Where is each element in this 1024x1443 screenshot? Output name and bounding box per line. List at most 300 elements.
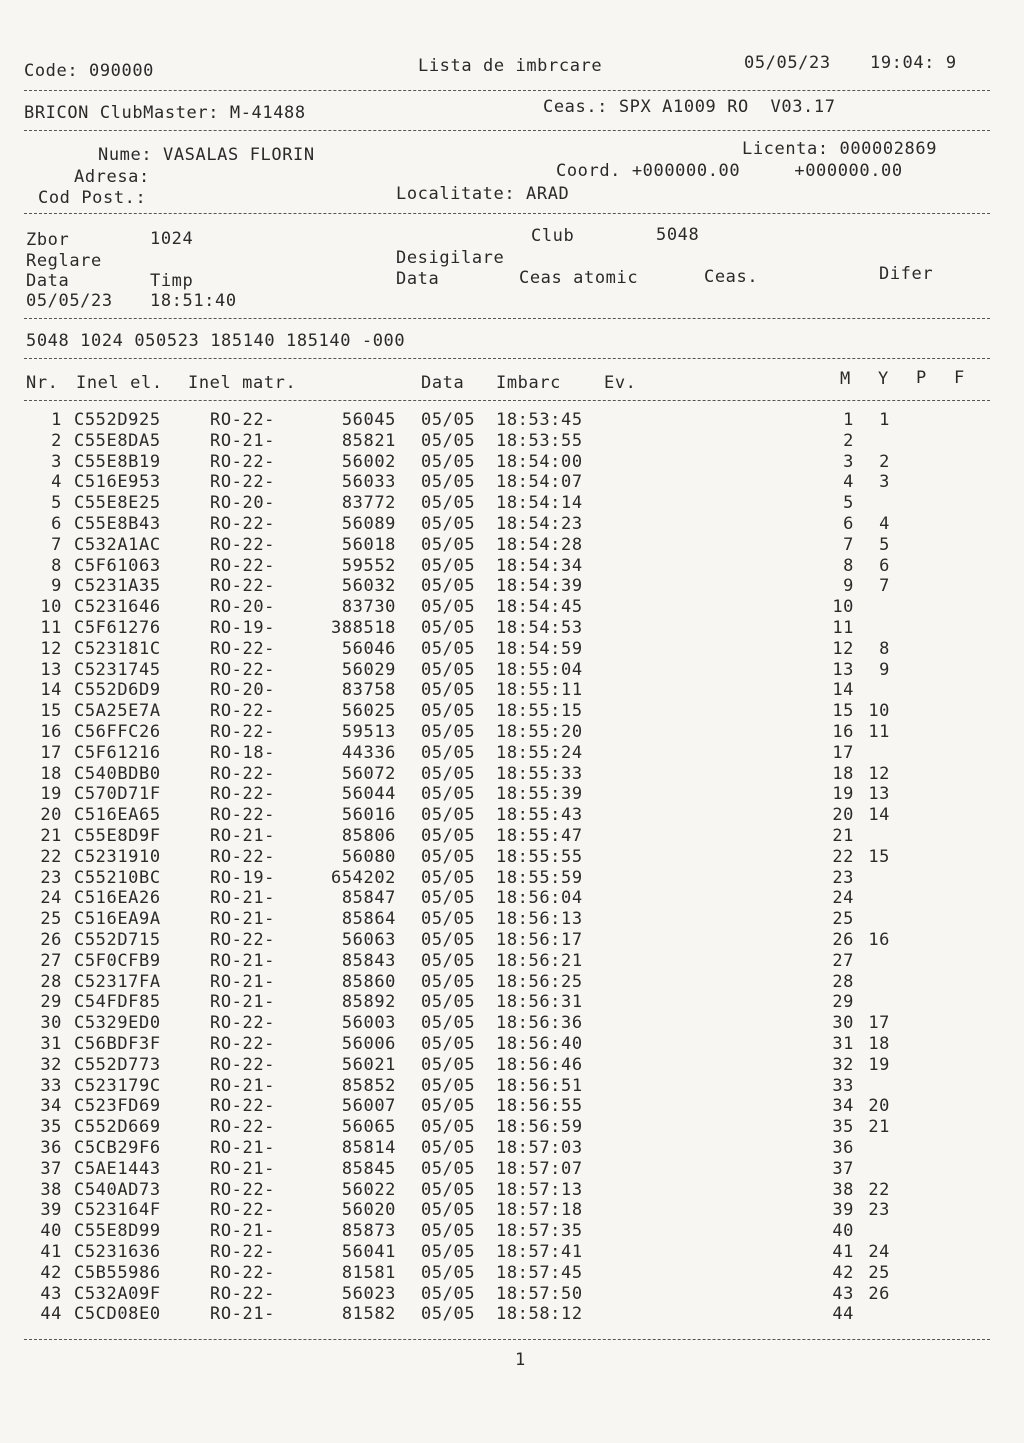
row-ring-prefix: RO-22- bbox=[210, 1117, 276, 1138]
row-ring-prefix: RO-22- bbox=[210, 1054, 276, 1075]
row-date: 05/05 bbox=[421, 784, 476, 805]
col-y: Y bbox=[878, 369, 889, 389]
row-ring-prefix: RO-19- bbox=[210, 867, 276, 888]
row-nr: 30 bbox=[40, 1013, 62, 1034]
row-m: 39 bbox=[832, 1200, 854, 1221]
row-ring-number: 56041 bbox=[341, 1242, 396, 1262]
row-ring-prefix: RO-22- bbox=[210, 514, 276, 534]
club-value: 5048 bbox=[656, 225, 700, 245]
row-ring-number: 56007 bbox=[341, 1096, 396, 1117]
col-ev: Ev. bbox=[604, 373, 637, 393]
row-nr: 28 bbox=[40, 971, 62, 992]
row-nr: 38 bbox=[40, 1179, 62, 1200]
row-date: 05/05 bbox=[421, 514, 476, 534]
row-m: 37 bbox=[832, 1158, 854, 1179]
code-line: 5048 1024 050523 185140 185140 -000 bbox=[26, 331, 406, 351]
row-m: 22 bbox=[832, 846, 854, 867]
row-ring-prefix: RO-22- bbox=[210, 410, 276, 430]
row-nr: 11 bbox=[40, 618, 62, 638]
row-nr: 29 bbox=[40, 992, 62, 1013]
row-m: 26 bbox=[832, 930, 854, 950]
ceas-atomic-label: Ceas atomic bbox=[519, 268, 639, 288]
table-row bbox=[0, 972, 1024, 993]
row-m: 3 bbox=[843, 451, 854, 472]
row-ring-number: 56080 bbox=[341, 846, 396, 867]
row-inel-el: C55E8D99 bbox=[74, 1221, 161, 1242]
row-nr: 13 bbox=[40, 659, 62, 680]
row-inel-el: C570D71F bbox=[74, 784, 161, 805]
row-y: 6 bbox=[879, 555, 890, 576]
row-ring-number: 85806 bbox=[341, 826, 396, 846]
row-y: 9 bbox=[879, 659, 890, 680]
row-time: 18:57:45 bbox=[496, 1262, 583, 1283]
row-m: 41 bbox=[832, 1242, 854, 1262]
row-y: 17 bbox=[868, 1013, 890, 1034]
row-m: 44 bbox=[832, 1304, 854, 1325]
row-date: 05/05 bbox=[421, 576, 476, 597]
row-ring-prefix: RO-21- bbox=[210, 826, 276, 846]
row-nr: 43 bbox=[40, 1283, 62, 1304]
row-nr: 41 bbox=[40, 1242, 62, 1262]
row-time: 18:57:07 bbox=[496, 1158, 583, 1179]
row-time: 18:56:36 bbox=[496, 1013, 583, 1034]
row-ring-prefix: RO-20- bbox=[210, 493, 276, 514]
row-m: 2 bbox=[843, 430, 854, 451]
row-date: 05/05 bbox=[421, 867, 476, 888]
row-ring-prefix: RO-18- bbox=[210, 742, 276, 763]
club-label: Club bbox=[531, 226, 575, 246]
row-inel-el: C5329ED0 bbox=[74, 1013, 161, 1034]
row-date: 05/05 bbox=[421, 930, 476, 950]
row-inel-el: C5F61216 bbox=[74, 742, 161, 763]
row-inel-el: C5231636 bbox=[74, 1242, 161, 1262]
row-ring-number: 44336 bbox=[341, 742, 396, 763]
col-nr: Nr. bbox=[26, 373, 59, 393]
table-row bbox=[0, 1159, 1024, 1180]
row-m: 6 bbox=[843, 514, 854, 534]
row-time: 18:55:15 bbox=[496, 701, 583, 722]
table-row bbox=[0, 784, 1024, 805]
row-date: 05/05 bbox=[421, 472, 476, 493]
row-inel-el: C5F0CFB9 bbox=[74, 950, 161, 971]
row-ring-number: 56003 bbox=[341, 1013, 396, 1034]
row-m: 27 bbox=[832, 950, 854, 971]
table-row bbox=[0, 1242, 1024, 1263]
row-m: 7 bbox=[843, 534, 854, 555]
row-ring-prefix: RO-21- bbox=[210, 950, 276, 971]
row-m: 11 bbox=[832, 618, 854, 638]
row-y: 19 bbox=[868, 1054, 890, 1075]
row-ring-number: 56033 bbox=[341, 472, 396, 493]
data-label-2: Data bbox=[396, 269, 440, 289]
row-m: 43 bbox=[832, 1283, 854, 1304]
row-time: 18:53:45 bbox=[496, 410, 583, 430]
row-ring-number: 83772 bbox=[341, 493, 396, 514]
row-y: 23 bbox=[868, 1200, 890, 1221]
row-date: 05/05 bbox=[421, 1200, 476, 1221]
row-y: 2 bbox=[879, 451, 890, 472]
row-date: 05/05 bbox=[421, 971, 476, 992]
row-m: 42 bbox=[832, 1262, 854, 1283]
row-y: 7 bbox=[879, 576, 890, 597]
row-ring-number: 56046 bbox=[341, 638, 396, 659]
row-nr: 10 bbox=[40, 597, 62, 618]
row-ring-number: 59552 bbox=[341, 555, 396, 576]
row-time: 18:54:53 bbox=[496, 618, 583, 638]
row-nr: 6 bbox=[51, 514, 62, 534]
row-time: 18:55:33 bbox=[496, 763, 583, 784]
row-time: 18:56:04 bbox=[496, 888, 583, 909]
table-row bbox=[0, 514, 1024, 535]
row-nr: 20 bbox=[40, 805, 62, 826]
table-row bbox=[0, 410, 1024, 431]
row-nr: 39 bbox=[40, 1200, 62, 1221]
row-nr: 24 bbox=[40, 888, 62, 909]
divider bbox=[24, 358, 990, 359]
table-row bbox=[0, 888, 1024, 909]
row-time: 18:55:24 bbox=[496, 742, 583, 763]
ceas-label: Ceas. bbox=[704, 267, 759, 287]
row-ring-prefix: RO-22- bbox=[210, 763, 276, 784]
row-ring-prefix: RO-22- bbox=[210, 1034, 276, 1054]
row-time: 18:55:59 bbox=[496, 867, 583, 888]
row-inel-el: C552D773 bbox=[74, 1054, 161, 1075]
row-m: 24 bbox=[832, 888, 854, 909]
row-inel-el: C523181C bbox=[74, 638, 161, 659]
data-label: Data bbox=[26, 271, 70, 291]
row-ring-number: 56044 bbox=[341, 784, 396, 805]
row-inel-el: C540BDB0 bbox=[74, 763, 161, 784]
row-m: 32 bbox=[832, 1054, 854, 1075]
table-row bbox=[0, 639, 1024, 660]
row-ring-prefix: RO-22- bbox=[210, 722, 276, 742]
row-time: 18:54:59 bbox=[496, 638, 583, 659]
row-ring-prefix: RO-22- bbox=[210, 472, 276, 493]
desigilare-label: Desigilare bbox=[396, 248, 505, 268]
row-m: 12 bbox=[832, 638, 854, 659]
row-inel-el: C55E8B43 bbox=[74, 514, 161, 534]
row-inel-el: C523179C bbox=[74, 1075, 161, 1096]
reglare-label: Reglare bbox=[26, 251, 102, 271]
row-ring-number: 83758 bbox=[341, 680, 396, 701]
row-date: 05/05 bbox=[421, 451, 476, 472]
row-y: 8 bbox=[879, 638, 890, 659]
row-m: 34 bbox=[832, 1096, 854, 1117]
row-m: 16 bbox=[832, 722, 854, 742]
row-time: 18:53:55 bbox=[496, 430, 583, 451]
row-m: 23 bbox=[832, 867, 854, 888]
row-time: 18:55:55 bbox=[496, 846, 583, 867]
row-ring-prefix: RO-21- bbox=[210, 888, 276, 909]
row-time: 18:56:40 bbox=[496, 1034, 583, 1054]
row-time: 18:57:41 bbox=[496, 1242, 583, 1262]
row-m: 1 bbox=[843, 410, 854, 430]
row-nr: 35 bbox=[40, 1117, 62, 1138]
row-inel-el: C52317FA bbox=[74, 971, 161, 992]
row-inel-el: C5231745 bbox=[74, 659, 161, 680]
row-ring-prefix: RO-22- bbox=[210, 1200, 276, 1221]
row-time: 18:54:14 bbox=[496, 493, 583, 514]
row-nr: 16 bbox=[40, 722, 62, 742]
table-row bbox=[0, 535, 1024, 556]
locality: Localitate: ARAD bbox=[396, 184, 570, 204]
row-nr: 25 bbox=[40, 909, 62, 930]
row-ring-number: 654202 bbox=[330, 867, 396, 888]
row-time: 18:55:39 bbox=[496, 784, 583, 805]
row-ring-number: 56016 bbox=[341, 805, 396, 826]
timp-label: Timp bbox=[150, 271, 194, 291]
row-time: 18:58:12 bbox=[496, 1304, 583, 1325]
row-ring-number: 388518 bbox=[330, 618, 396, 638]
row-ring-prefix: RO-21- bbox=[210, 971, 276, 992]
table-row bbox=[0, 1076, 1024, 1097]
clock-label: Ceas.: SPX A1009 RO V03.17 bbox=[543, 97, 836, 117]
row-inel-el: C56FFC26 bbox=[74, 722, 161, 742]
row-nr: 14 bbox=[40, 680, 62, 701]
row-y: 26 bbox=[868, 1283, 890, 1304]
row-y: 20 bbox=[868, 1096, 890, 1117]
row-m: 28 bbox=[832, 971, 854, 992]
row-m: 33 bbox=[832, 1075, 854, 1096]
row-y: 24 bbox=[868, 1242, 890, 1262]
row-m: 36 bbox=[832, 1138, 854, 1158]
table-row bbox=[0, 680, 1024, 701]
row-nr: 22 bbox=[40, 846, 62, 867]
col-inel-matr: Inel matr. bbox=[188, 373, 297, 393]
row-y: 1 bbox=[879, 410, 890, 430]
row-ring-prefix: RO-22- bbox=[210, 638, 276, 659]
row-ring-prefix: RO-22- bbox=[210, 555, 276, 576]
row-ring-number: 85860 bbox=[341, 971, 396, 992]
row-inel-el: C5A25E7A bbox=[74, 701, 161, 722]
row-time: 18:54:28 bbox=[496, 534, 583, 555]
row-ring-number: 56072 bbox=[341, 763, 396, 784]
row-ring-number: 85847 bbox=[341, 888, 396, 909]
row-y: 21 bbox=[868, 1117, 890, 1138]
row-inel-el: C523FD69 bbox=[74, 1096, 161, 1117]
row-ring-prefix: RO-21- bbox=[210, 909, 276, 930]
table-row bbox=[0, 1304, 1024, 1325]
row-date: 05/05 bbox=[421, 597, 476, 618]
table-row bbox=[0, 1284, 1024, 1305]
row-inel-el: C5B55986 bbox=[74, 1262, 161, 1283]
row-inel-el: C552D925 bbox=[74, 410, 161, 430]
table-row bbox=[0, 1034, 1024, 1055]
table-row bbox=[0, 452, 1024, 473]
row-time: 18:56:13 bbox=[496, 909, 583, 930]
row-ring-number: 56002 bbox=[341, 451, 396, 472]
row-ring-number: 81582 bbox=[341, 1304, 396, 1325]
divider bbox=[24, 130, 990, 131]
row-inel-el: C516EA26 bbox=[74, 888, 161, 909]
row-ring-prefix: RO-22- bbox=[210, 930, 276, 950]
row-inel-el: C523164F bbox=[74, 1200, 161, 1221]
row-time: 18:57:18 bbox=[496, 1200, 583, 1221]
table-row bbox=[0, 701, 1024, 722]
row-y: 25 bbox=[868, 1262, 890, 1283]
row-date: 05/05 bbox=[421, 680, 476, 701]
row-ring-prefix: RO-21- bbox=[210, 430, 276, 451]
row-time: 18:56:59 bbox=[496, 1117, 583, 1138]
row-ring-number: 85821 bbox=[341, 430, 396, 451]
row-nr: 18 bbox=[40, 763, 62, 784]
row-time: 18:54:39 bbox=[496, 576, 583, 597]
row-inel-el: C552D669 bbox=[74, 1117, 161, 1138]
row-nr: 7 bbox=[51, 534, 62, 555]
row-ring-number: 85852 bbox=[341, 1075, 396, 1096]
row-nr: 3 bbox=[51, 451, 62, 472]
row-y: 10 bbox=[868, 701, 890, 722]
row-m: 13 bbox=[832, 659, 854, 680]
table-row bbox=[0, 992, 1024, 1013]
row-m: 9 bbox=[843, 576, 854, 597]
col-p: P bbox=[916, 368, 927, 388]
row-y: 11 bbox=[868, 722, 890, 742]
row-ring-number: 85814 bbox=[341, 1138, 396, 1158]
row-inel-el: C55E8E25 bbox=[74, 493, 161, 514]
row-ring-number: 56045 bbox=[341, 410, 396, 430]
row-date: 05/05 bbox=[421, 1096, 476, 1117]
row-y: 18 bbox=[868, 1034, 890, 1054]
row-ring-prefix: RO-21- bbox=[210, 1075, 276, 1096]
row-ring-prefix: RO-21- bbox=[210, 1158, 276, 1179]
address-label: Adresa: bbox=[74, 167, 150, 187]
divider bbox=[24, 213, 990, 214]
row-nr: 27 bbox=[40, 950, 62, 971]
row-nr: 36 bbox=[40, 1138, 62, 1158]
row-ring-number: 81581 bbox=[341, 1262, 396, 1283]
row-ring-number: 56029 bbox=[341, 659, 396, 680]
row-time: 18:54:45 bbox=[496, 597, 583, 618]
row-ring-prefix: RO-22- bbox=[210, 451, 276, 472]
row-nr: 17 bbox=[40, 742, 62, 763]
table-row bbox=[0, 1180, 1024, 1201]
divider bbox=[24, 400, 990, 401]
row-ring-number: 56022 bbox=[341, 1179, 396, 1200]
row-time: 18:56:17 bbox=[496, 930, 583, 950]
row-ring-number: 56006 bbox=[341, 1034, 396, 1054]
row-time: 18:54:34 bbox=[496, 555, 583, 576]
table-row bbox=[0, 868, 1024, 889]
row-date: 05/05 bbox=[421, 1034, 476, 1054]
row-inel-el: C532A09F bbox=[74, 1283, 161, 1304]
row-m: 8 bbox=[843, 555, 854, 576]
row-y: 22 bbox=[868, 1179, 890, 1200]
row-date: 05/05 bbox=[421, 1179, 476, 1200]
row-ring-prefix: RO-20- bbox=[210, 680, 276, 701]
row-y: 12 bbox=[868, 763, 890, 784]
row-ring-prefix: RO-22- bbox=[210, 534, 276, 555]
row-m: 19 bbox=[832, 784, 854, 805]
table-row bbox=[0, 493, 1024, 514]
row-ring-number: 56065 bbox=[341, 1117, 396, 1138]
row-m: 14 bbox=[832, 680, 854, 701]
row-m: 4 bbox=[843, 472, 854, 493]
row-inel-el: C552D6D9 bbox=[74, 680, 161, 701]
row-time: 18:56:51 bbox=[496, 1075, 583, 1096]
row-m: 5 bbox=[843, 493, 854, 514]
row-time: 18:57:50 bbox=[496, 1283, 583, 1304]
document-title: Lista de imbrcare bbox=[418, 56, 603, 76]
table-row bbox=[0, 1221, 1024, 1242]
row-nr: 23 bbox=[40, 867, 62, 888]
table-row bbox=[0, 576, 1024, 597]
row-inel-el: C55E8DA5 bbox=[74, 430, 161, 451]
row-inel-el: C55210BC bbox=[74, 867, 161, 888]
row-time: 18:56:46 bbox=[496, 1054, 583, 1075]
row-date: 05/05 bbox=[421, 805, 476, 826]
row-m: 29 bbox=[832, 992, 854, 1013]
row-time: 18:54:00 bbox=[496, 451, 583, 472]
row-inel-el: C552D715 bbox=[74, 930, 161, 950]
row-nr: 31 bbox=[40, 1034, 62, 1054]
reglare-date: 05/05/23 bbox=[26, 291, 113, 311]
row-inel-el: C5AE1443 bbox=[74, 1158, 161, 1179]
row-nr: 9 bbox=[51, 576, 62, 597]
row-date: 05/05 bbox=[421, 1262, 476, 1283]
row-time: 18:56:25 bbox=[496, 971, 583, 992]
row-nr: 1 bbox=[51, 410, 62, 430]
row-ring-number: 85864 bbox=[341, 909, 396, 930]
row-m: 15 bbox=[832, 701, 854, 722]
print-time: 19:04: 9 bbox=[870, 53, 957, 73]
row-ring-prefix: RO-21- bbox=[210, 1304, 276, 1325]
row-date: 05/05 bbox=[421, 1054, 476, 1075]
row-date: 05/05 bbox=[421, 659, 476, 680]
row-time: 18:55:47 bbox=[496, 826, 583, 846]
row-inel-el: C5231910 bbox=[74, 846, 161, 867]
row-y: 3 bbox=[879, 472, 890, 493]
row-time: 18:56:21 bbox=[496, 950, 583, 971]
row-ring-prefix: RO-20- bbox=[210, 597, 276, 618]
license-number: Licenta: 000002869 bbox=[742, 139, 938, 159]
row-date: 05/05 bbox=[421, 638, 476, 659]
row-nr: 2 bbox=[51, 430, 62, 451]
row-date: 05/05 bbox=[421, 534, 476, 555]
row-nr: 19 bbox=[40, 784, 62, 805]
row-ring-prefix: RO-22- bbox=[210, 1096, 276, 1117]
row-date: 05/05 bbox=[421, 1013, 476, 1034]
table-row bbox=[0, 722, 1024, 743]
row-nr: 8 bbox=[51, 555, 62, 576]
reglare-time: 18:51:40 bbox=[150, 291, 237, 311]
row-ring-number: 85873 bbox=[341, 1221, 396, 1242]
col-m: M bbox=[840, 369, 851, 389]
row-nr: 33 bbox=[40, 1075, 62, 1096]
table-row bbox=[0, 951, 1024, 972]
row-nr: 5 bbox=[51, 493, 62, 514]
row-ring-prefix: RO-21- bbox=[210, 1221, 276, 1242]
row-date: 05/05 bbox=[421, 992, 476, 1013]
row-time: 18:55:11 bbox=[496, 680, 583, 701]
row-m: 21 bbox=[832, 826, 854, 846]
row-date: 05/05 bbox=[421, 742, 476, 763]
table-row bbox=[0, 1263, 1024, 1284]
table-row bbox=[0, 597, 1024, 618]
difer-label: Difer bbox=[879, 264, 934, 284]
row-date: 05/05 bbox=[421, 410, 476, 430]
row-date: 05/05 bbox=[421, 722, 476, 742]
row-m: 10 bbox=[832, 597, 854, 618]
row-y: 15 bbox=[868, 846, 890, 867]
table-row bbox=[0, 1138, 1024, 1159]
table-row bbox=[0, 1096, 1024, 1117]
col-data: Data bbox=[421, 373, 465, 393]
table-row bbox=[0, 431, 1024, 452]
row-ring-prefix: RO-22- bbox=[210, 701, 276, 722]
row-date: 05/05 bbox=[421, 1138, 476, 1158]
col-inel-el: Inel el. bbox=[76, 373, 163, 393]
